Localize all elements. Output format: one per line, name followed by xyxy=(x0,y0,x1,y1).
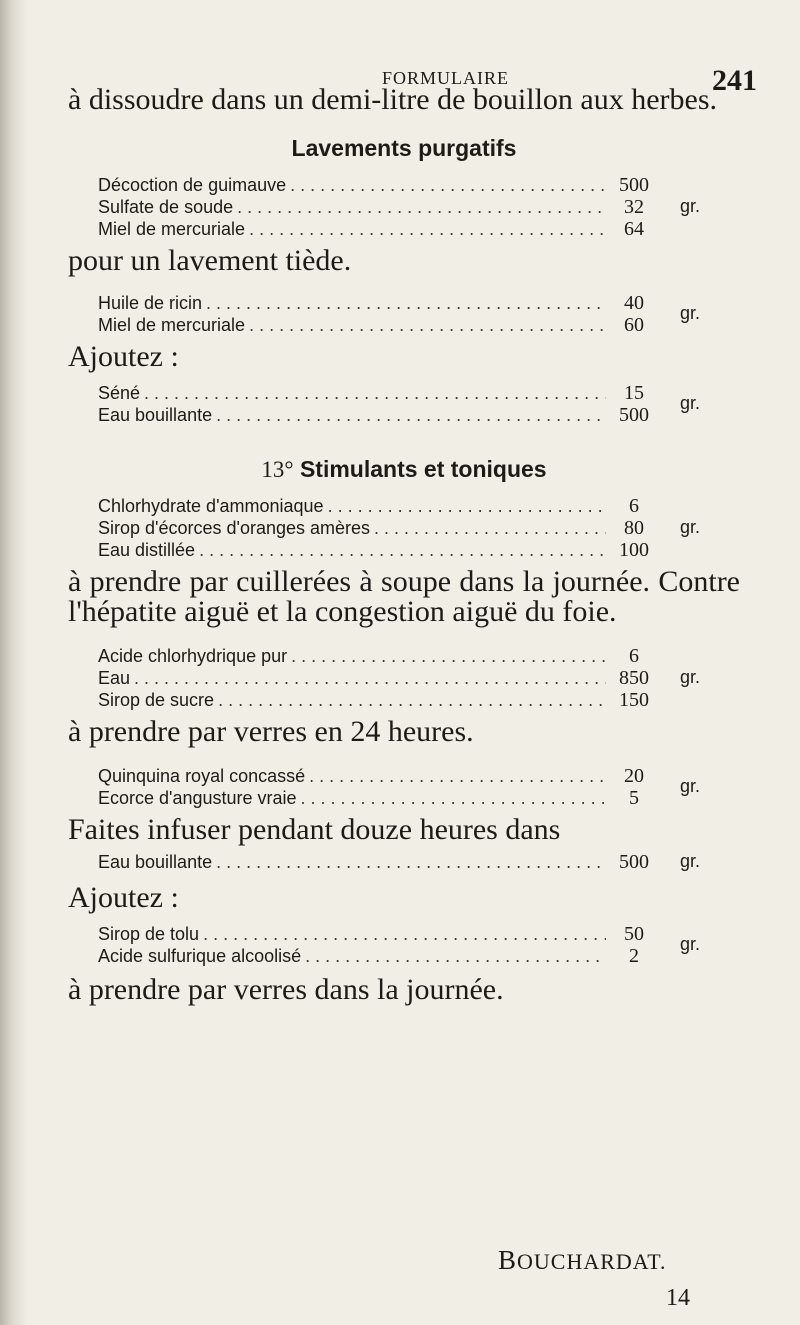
ingredient-name: Eau bouillante xyxy=(98,852,213,872)
ingredient-quantity: 6 xyxy=(629,645,639,667)
ingredient-row xyxy=(68,689,658,711)
page-number: 241 xyxy=(712,64,757,97)
ingredient-quantity: 40 xyxy=(624,292,644,314)
ingredient-name: Eau xyxy=(98,668,131,688)
ingredient-quantity: 5 xyxy=(629,787,639,809)
ingredient-name: Miel de mercuriale xyxy=(98,219,246,239)
ingredient-row xyxy=(68,539,658,561)
ingredient-name: Sirop d'écorces d'oranges amères xyxy=(98,518,371,538)
ingredient-row xyxy=(68,765,658,787)
ingredient-row xyxy=(68,314,658,336)
quantity-unit: gr. xyxy=(680,517,701,537)
author-signature xyxy=(498,1245,667,1276)
ingredient-name: Eau bouillante xyxy=(98,405,213,425)
leader-dots xyxy=(301,787,606,809)
signature-rest: OUCHARDAT. xyxy=(517,1249,667,1274)
ingredient-name: Séné xyxy=(98,383,141,403)
ingredient-quantity: 500 xyxy=(619,174,649,196)
leader-dots xyxy=(144,382,606,404)
leader-dots xyxy=(249,314,606,336)
leader-dots xyxy=(134,667,606,689)
leader-dots xyxy=(216,851,606,873)
ingredient-row xyxy=(68,382,658,404)
recipe-stimulant-1 xyxy=(68,495,740,561)
recipe-stimulant-3 xyxy=(68,765,740,809)
ingredient-row xyxy=(68,218,658,240)
instruction-text: pour un lavement tiède. xyxy=(68,244,352,277)
ingredient-quantity: 20 xyxy=(624,765,644,787)
quantity-unit: gr. xyxy=(680,776,701,796)
ingredient-quantity: 500 xyxy=(619,404,649,426)
ingredient-row xyxy=(68,923,658,945)
quantity-unit: gr. xyxy=(680,303,701,323)
leader-dots xyxy=(290,174,606,196)
ingredient-quantity: 32 xyxy=(624,196,644,218)
running-title: FORMULAIRE xyxy=(382,68,510,88)
intro-text: à dissoudre dans un demi-litre de bouillon aux herbes. xyxy=(68,83,718,116)
section-number: 13° xyxy=(261,457,294,482)
recipe-stimulant-3-additions xyxy=(68,923,740,967)
ingredient-row xyxy=(68,645,658,667)
ingredient-row xyxy=(68,945,658,967)
section-heading-lavements xyxy=(68,135,740,162)
quantity-unit: gr. xyxy=(680,393,701,413)
leader-dots xyxy=(291,645,606,667)
section-title: Lavements purgatifs xyxy=(291,135,517,161)
ingredient-quantity: 150 xyxy=(619,689,649,711)
signature-initial: B xyxy=(498,1245,518,1275)
leader-dots xyxy=(216,404,606,426)
ingredient-name: Quinquina royal concassé xyxy=(98,766,306,786)
leader-dots xyxy=(328,495,606,517)
recipe-lavement-3 xyxy=(68,382,740,426)
section-title: Stimulants et toniques xyxy=(299,456,547,482)
leader-dots xyxy=(199,539,606,561)
ingredient-row xyxy=(68,787,658,809)
ingredient-row xyxy=(68,174,658,196)
recipe-stimulant-2 xyxy=(68,645,740,711)
leader-dots xyxy=(206,292,606,314)
ingredient-name: Eau distillée xyxy=(98,540,196,560)
page-content xyxy=(68,85,740,1005)
quantity-unit: gr. xyxy=(680,934,701,954)
ingredient-quantity: 100 xyxy=(619,539,649,561)
instruction-text: Faites infuser pendant douze heures dans xyxy=(68,813,561,846)
binding-shadow xyxy=(0,0,28,1325)
ingredient-name: Miel de mercuriale xyxy=(98,315,246,335)
leader-dots xyxy=(305,945,606,967)
instruction-text: à prendre par verres dans la journée. xyxy=(68,973,504,1006)
quantity-unit: gr. xyxy=(680,851,701,871)
ingredient-quantity: 500 xyxy=(619,851,649,873)
recipe-stimulant-3-water xyxy=(68,851,740,873)
ingredient-row xyxy=(68,196,658,218)
ingredient-quantity: 64 xyxy=(624,218,644,240)
recipe-lavement-1 xyxy=(68,174,740,240)
ingredient-name: Sirop de sucre xyxy=(98,690,215,710)
ingredient-quantity: 2 xyxy=(629,945,639,967)
instruction-text: à prendre par cuillerées à soupe dans la journée. Contre l'hépatite aiguë et la congestion aiguë du foie. xyxy=(68,565,740,628)
leader-dots xyxy=(218,689,606,711)
leader-dots xyxy=(203,923,606,945)
ingredient-name: Décoction de guimauve xyxy=(98,175,287,195)
ingredient-quantity: 80 xyxy=(624,517,644,539)
recipe-lavement-2 xyxy=(68,292,740,336)
leader-dots xyxy=(249,218,606,240)
leader-dots xyxy=(309,765,606,787)
ingredient-row xyxy=(68,292,658,314)
ingredient-quantity: 50 xyxy=(624,923,644,945)
quantity-unit: gr. xyxy=(680,667,701,687)
quantity-unit: gr. xyxy=(680,196,701,216)
ingredient-quantity: 15 xyxy=(624,382,644,404)
instruction-text: Ajoutez : xyxy=(68,340,179,373)
leader-dots xyxy=(374,517,606,539)
ingredient-name: Chlorhydrate d'ammoniaque xyxy=(98,496,324,516)
ingredient-name: Acide chlorhydrique pur xyxy=(98,646,288,666)
ingredient-quantity: 850 xyxy=(619,667,649,689)
section-heading-stimulants xyxy=(68,456,740,483)
ingredient-quantity: 6 xyxy=(629,495,639,517)
ingredient-row xyxy=(68,851,658,873)
sheet-number: 14 xyxy=(666,1285,690,1311)
ingredient-row xyxy=(68,667,658,689)
ingredient-row xyxy=(68,517,658,539)
ingredient-name: Ecorce d'angusture vraie xyxy=(98,788,297,808)
instruction-text: à prendre par verres en 24 heures. xyxy=(68,715,474,748)
ingredient-name: Acide sulfurique alcoolisé xyxy=(98,946,302,966)
ingredient-name: Huile de ricin xyxy=(98,293,203,313)
instruction-text: Ajoutez : xyxy=(68,881,179,914)
ingredient-quantity: 60 xyxy=(624,314,644,336)
ingredient-name: Sirop de tolu xyxy=(98,924,200,944)
leader-dots xyxy=(237,196,606,218)
ingredient-name: Sulfate de soude xyxy=(98,197,234,217)
ingredient-row xyxy=(68,404,658,426)
ingredient-row xyxy=(68,495,658,517)
